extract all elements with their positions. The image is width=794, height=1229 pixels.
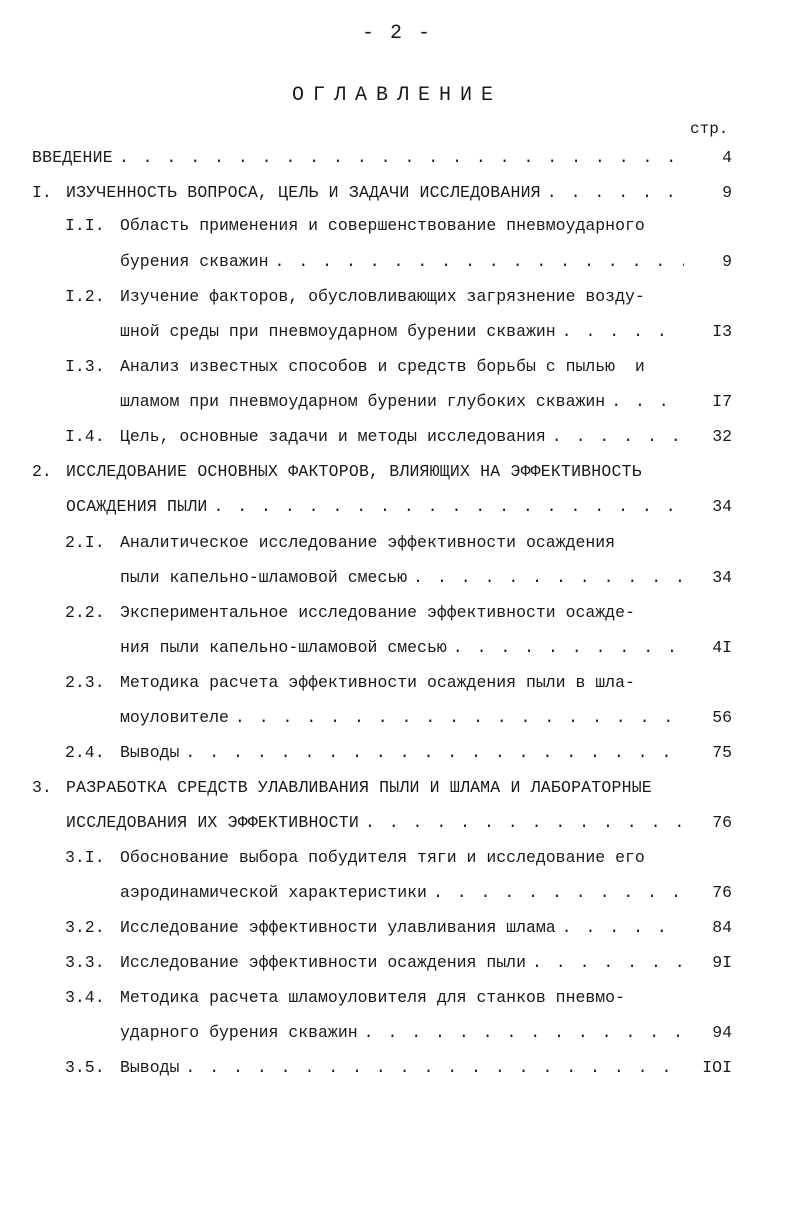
- toc-entry-text: Анализ известных способов и средств борьбы с пылью и: [120, 357, 645, 376]
- toc-entry-number: I.3.: [65, 357, 105, 376]
- toc-entry-text: Выводы: [120, 743, 180, 762]
- toc-entry-page: 94: [712, 1023, 732, 1042]
- toc-entry-text: Исследование эффективности осаждения пыли: [120, 953, 526, 972]
- toc-entry-text: шламом при пневмоударном бурении глубоких скважин: [120, 392, 606, 411]
- toc-entry-chapter-2[interactable]: [32, 460, 732, 484]
- leader-dots: [213, 495, 684, 519]
- toc-entry-chapter-2-cont[interactable]: [66, 495, 732, 519]
- toc-entry-chapter-1[interactable]: [32, 181, 732, 205]
- leader-dots: [562, 916, 684, 940]
- toc-entry-text: пыли капельно-шламовой смесью: [120, 568, 408, 587]
- toc-entry-page: 76: [712, 813, 732, 832]
- toc-entry-page: 76: [712, 883, 732, 902]
- toc-entry-text: Выводы: [120, 1058, 180, 1077]
- toc-entry-text: Методика расчета шламоуловителя для станков пневмо-: [120, 988, 625, 1007]
- toc-entry-3-5[interactable]: [65, 1056, 732, 1080]
- toc-entry-page: 32: [712, 427, 732, 446]
- leader-dots: [275, 250, 684, 274]
- toc-entry-1-3-cont[interactable]: [120, 390, 732, 414]
- toc-entry-text: ния пыли капельно-шламовой смесью: [120, 638, 447, 657]
- toc-entry-text: ИССЛЕДОВАНИЯ ИХ ЭФФЕКТИВНОСТИ: [66, 813, 359, 832]
- toc-entry-number: 2.2.: [65, 603, 105, 622]
- toc-entry-3-4[interactable]: [65, 986, 732, 1010]
- toc-entry-page: I7: [712, 392, 732, 411]
- toc-entry-text: аэродинамической характеристики: [120, 883, 427, 902]
- leader-dots: [562, 320, 684, 344]
- page-column-label: стр.: [690, 120, 729, 138]
- toc-entry-text: Аналитическое исследование эффективности осаждения: [120, 533, 616, 552]
- toc-entry-page: 9: [722, 252, 732, 271]
- toc-entry-number: 3.2.: [65, 918, 105, 937]
- toc-entry-3-3[interactable]: [65, 951, 732, 975]
- toc-entry-3-1-cont[interactable]: [120, 881, 732, 905]
- toc-entry-text: шной среды при пневмоударном бурении скважин: [120, 322, 556, 341]
- toc-entry-number: I.I.: [65, 216, 105, 235]
- toc-entry-2-2-cont[interactable]: [120, 636, 732, 660]
- toc-entry-text: Методика расчета эффективности осаждения пыли в шла-: [120, 673, 635, 692]
- leader-dots: [532, 951, 684, 975]
- toc-entry-number: 3.4.: [65, 988, 105, 1007]
- toc-entry-3-2[interactable]: [65, 916, 732, 940]
- toc-entry-page: IOI: [702, 1058, 732, 1077]
- toc-entry-number: 2.3.: [65, 673, 105, 692]
- toc-entry-number: 3.3.: [65, 953, 105, 972]
- toc-entry-1-1-cont[interactable]: [120, 250, 732, 274]
- toc-entry-text: ВВЕДЕНИЕ: [32, 148, 113, 167]
- leader-dots: [365, 811, 684, 835]
- leader-dots: [547, 181, 684, 205]
- page-number: - 2 -: [361, 22, 432, 45]
- leader-dots: [185, 741, 684, 765]
- toc-entry-page: 4I: [712, 638, 732, 657]
- toc-entry-2-1[interactable]: [65, 531, 732, 555]
- toc-entry-text: моуловителе: [120, 708, 229, 727]
- toc-entry-number: 3.: [32, 778, 52, 797]
- toc-entry-page: 4: [722, 148, 732, 167]
- toc-entry-page: 9I: [712, 953, 732, 972]
- leader-dots: [185, 1056, 684, 1080]
- toc-entry-text: ОСАЖДЕНИЯ ПЫЛИ: [66, 497, 208, 516]
- toc-entry-chapter-3[interactable]: [32, 776, 732, 800]
- toc-entry-text: Экспериментальное исследование эффективности осажде-: [120, 603, 635, 622]
- toc-entry-2-3-cont[interactable]: [120, 706, 732, 730]
- toc-entry-page: 75: [712, 743, 732, 762]
- leader-dots: [413, 566, 684, 590]
- toc-entry-text: Область применения и совершенствование пневмоударного: [120, 216, 645, 235]
- toc-entry-number: I.4.: [65, 427, 105, 446]
- toc-entry-page: 34: [712, 568, 732, 587]
- toc-entry-2-3[interactable]: [65, 671, 732, 695]
- leader-dots: [364, 1021, 684, 1045]
- toc-entry-text: бурения скважин: [120, 252, 269, 271]
- toc-entry-number: 3.I.: [65, 848, 105, 867]
- toc-entry-text: Цель, основные задачи и методы исследования: [120, 427, 546, 446]
- toc-entry-number: I.2.: [65, 287, 105, 306]
- toc-entry-chapter-3-cont[interactable]: [66, 811, 732, 835]
- leader-dots: [119, 146, 684, 170]
- toc-entry-2-4[interactable]: [65, 741, 732, 765]
- toc-entry-number: 2.4.: [65, 743, 105, 762]
- toc-entry-1-4[interactable]: [65, 425, 732, 449]
- leader-dots: [433, 881, 684, 905]
- toc-entry-page: 56: [712, 708, 732, 727]
- toc-entry-text: Изучение факторов, обусловливающих загрязнение возду-: [120, 287, 645, 306]
- toc-entry-1-3[interactable]: [65, 355, 732, 379]
- toc-entry-number: 3.5.: [65, 1058, 105, 1077]
- toc-entry-page: 34: [712, 497, 732, 516]
- toc-entry-text: ударного бурения скважин: [120, 1023, 358, 1042]
- toc-entry-page: 84: [712, 918, 732, 937]
- toc-entry-2-2[interactable]: [65, 601, 732, 625]
- leader-dots: [552, 425, 684, 449]
- toc-entry-text: ИЗУЧЕННОСТЬ ВОПРОСА, ЦЕЛЬ И ЗАДАЧИ ИССЛЕДОВАНИЯ: [66, 183, 541, 202]
- toc-entry-1-1[interactable]: [65, 214, 732, 238]
- toc-entry-number: 2.I.: [65, 533, 105, 552]
- leader-dots: [235, 706, 684, 730]
- toc-entry-1-2[interactable]: [65, 285, 732, 309]
- leader-dots: [453, 636, 684, 660]
- toc-entry-text: РАЗРАБОТКА СРЕДСТВ УЛАВЛИВАНИЯ ПЫЛИ И ШЛАМА И ЛАБОРАТОРНЫЕ: [66, 778, 652, 797]
- toc-entry-number: 2.: [32, 462, 52, 481]
- toc-entry-1-2-cont[interactable]: [120, 320, 732, 344]
- toc-entry-text: Исследование эффективности улавливания шлама: [120, 918, 556, 937]
- toc-entry-page: 9: [722, 183, 732, 202]
- toc-entry-3-4-cont[interactable]: [120, 1021, 732, 1045]
- page-title: ОГЛАВЛЕНИЕ: [291, 84, 503, 107]
- toc-entry-2-1-cont[interactable]: [120, 566, 732, 590]
- toc-entry-introduction[interactable]: [32, 146, 732, 170]
- toc-entry-page: I3: [712, 322, 732, 341]
- leader-dots: [611, 390, 684, 414]
- toc-entry-3-1[interactable]: [65, 846, 732, 870]
- toc-entry-number: I.: [32, 183, 52, 202]
- toc-entry-text: Обоснование выбора побудителя тяги и исследование его: [120, 848, 645, 867]
- toc-entry-text: ИССЛЕДОВАНИЕ ОСНОВНЫХ ФАКТОРОВ, ВЛИЯЮЩИХ НА ЭФФЕКТИВНОСТЬ: [66, 462, 642, 481]
